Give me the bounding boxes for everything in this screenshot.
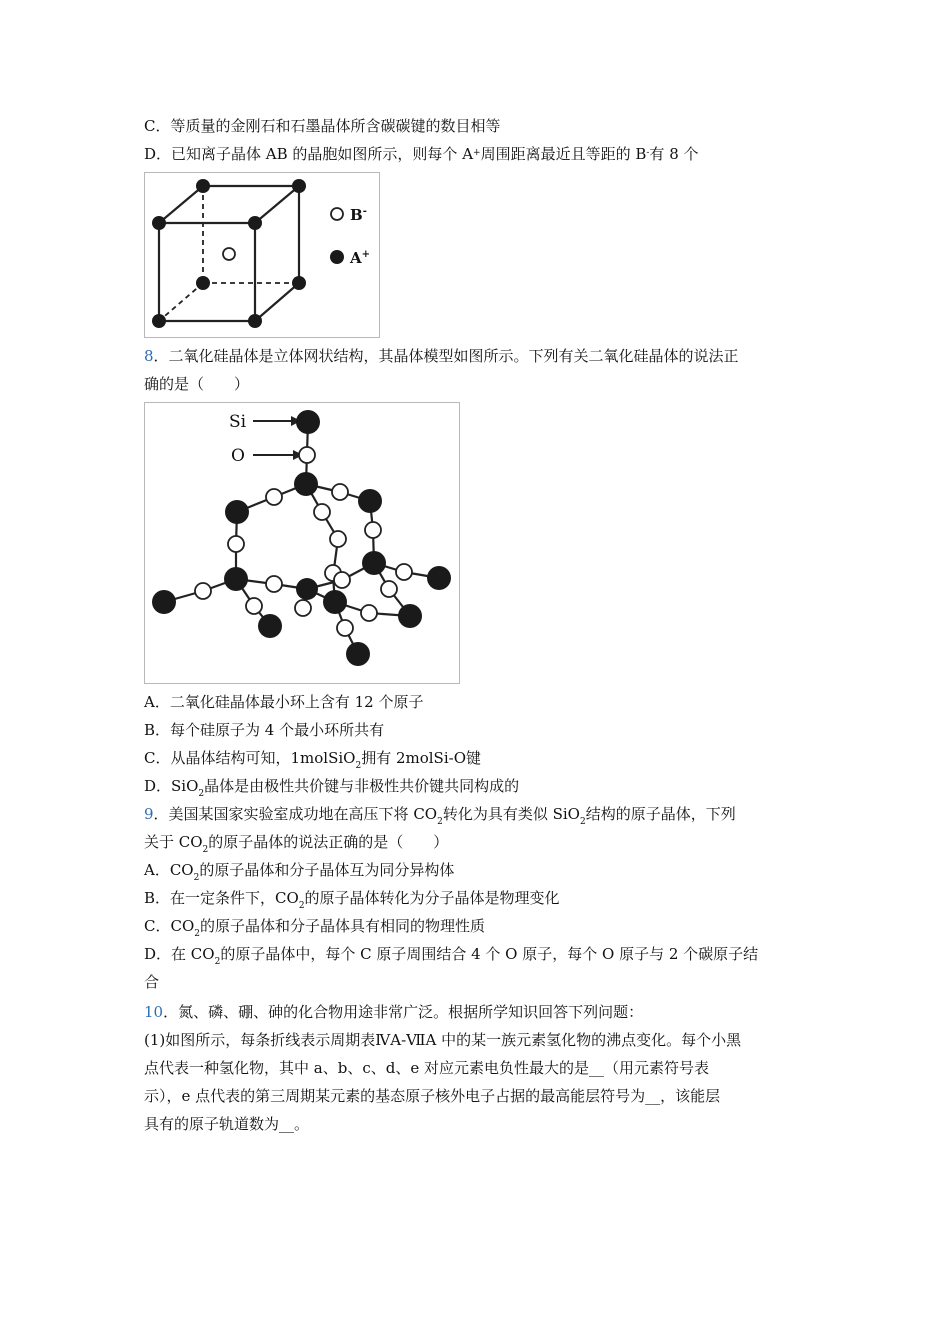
q9-option-b — [144, 888, 560, 911]
q8-option-c — [144, 748, 481, 771]
q8-option-b-text: B．每个硅原子为 4 个最小环所共有 — [144, 721, 385, 739]
q9-stem-text-2: 转化为具有类似 SiO — [442, 805, 580, 823]
legend-b-label: B- — [350, 206, 367, 224]
q10-part1-line-2 — [144, 1058, 709, 1078]
q8-option-c-text-2: 拥有 2molSi-O键 — [361, 749, 481, 767]
a-ion-5 — [196, 179, 210, 193]
q8-option-a-text: A．二氧化硅晶体最小环上含有 12 个原子 — [144, 693, 424, 711]
q9-stem-sub-2: 2 — [579, 817, 586, 827]
q9-number: 9 — [144, 805, 154, 823]
q8-option-d-sub: 2 — [198, 789, 205, 799]
q8-option-b — [144, 720, 384, 740]
q10-part1-line-4 — [144, 1114, 309, 1134]
q9-option-c-sub: 2 — [194, 929, 200, 939]
a-ion-2 — [248, 216, 262, 230]
legend-a-marker — [330, 250, 344, 264]
a-ion-1 — [152, 216, 166, 230]
q10-number: 10 — [144, 1003, 164, 1021]
q9-stem-sub-3: 2 — [202, 845, 209, 855]
q9-option-c-text-1: C．CO — [144, 917, 195, 935]
q7-option-d-text-1: D．已知离子晶体 AB 的晶胞如图所示，则每个 A — [144, 145, 474, 163]
q9-stem-text-4: 关于 CO — [144, 833, 203, 851]
q10-part1-text-1: (1)如图所示，每条折线表示周期表ⅣA-ⅦA 中的某一族元素氢化物的沸点变化。每个小黑 — [144, 1031, 742, 1049]
q8-stem-line-1 — [144, 346, 739, 366]
q7-option-d-text-3: 有 8 个 — [649, 145, 699, 163]
q9-option-b-sub: 2 — [298, 901, 305, 911]
q9-stem-line-2 — [144, 832, 449, 855]
q9-option-d — [144, 944, 759, 967]
q10-part1-text-3: 示），e 点代表的第三周期某元素的基态原子核外电子占据的最高能层符号为__，该能层 — [144, 1087, 721, 1105]
unit-cell-diagram — [145, 173, 379, 337]
q9-stem-sub-1: 2 — [437, 817, 443, 827]
q9-option-b-text-1: B．在一定条件下，CO — [144, 889, 299, 907]
q8-number: 8 — [144, 347, 154, 365]
q7-option-d-text-2: 周围距离最近且等距的 B — [480, 145, 647, 163]
q9-option-d-cont — [144, 972, 159, 992]
q9-option-a — [144, 860, 455, 883]
q9-option-a-text-2: 的原子晶体和分子晶体互为同分异构体 — [199, 861, 455, 879]
q9-option-a-text-1: A．CO — [144, 861, 194, 879]
q10-stem-text: ．氮、磷、硼、砷的化合物用途非常广泛。根据所学知识回答下列问题： — [163, 1003, 644, 1021]
a-ion-6 — [292, 179, 306, 193]
q7-option-c-text: C．等质量的金刚石和石墨晶体所含碳碳键的数目相等 — [144, 117, 501, 135]
q7-option-d-sup-2: - — [646, 148, 650, 158]
b-ion-center — [223, 248, 235, 260]
q7-option-c — [144, 116, 500, 136]
q8-option-a — [144, 692, 423, 712]
q9-option-d-text-2: 的原子晶体中，每个 C 原子周围结合 4 个 O 原子，每个 O 原子与 2 个碳原子结 — [220, 945, 759, 963]
q10-part1-text-4: 具有的原子轨道数为__。 — [144, 1115, 310, 1133]
a-ion-7 — [196, 276, 210, 290]
a-ion-4 — [248, 314, 262, 328]
q8-option-d-text-2: 晶体是由极性共价键与非极性共价键共同构成的 — [204, 777, 520, 795]
q8-stem-text-1: ．二氧化硅晶体是立体网状结构，其晶体模型如图所示。下列有关二氧化硅晶体的说法正 — [153, 347, 739, 365]
sio2-structure-diagram — [145, 403, 459, 683]
q8-stem-line-2 — [144, 374, 249, 394]
q8-option-c-text-1: C．从晶体结构可知，1molSiO — [144, 749, 356, 767]
legend-b-marker — [331, 208, 343, 220]
q8-option-d — [144, 776, 520, 799]
unit-cell-figure — [144, 172, 380, 338]
q9-stem-line-1 — [144, 804, 736, 827]
q8-option-d-text-1: D．SiO — [144, 777, 199, 795]
q10-stem — [144, 1002, 643, 1022]
a-ion-8 — [292, 276, 306, 290]
sio2-structure-figure — [144, 402, 460, 684]
q9-option-a-sub: 2 — [193, 873, 200, 883]
q9-stem-text-1: ．美国某国家实验室成功地在高压下将 CO — [153, 805, 438, 823]
q10-part1-line-3 — [144, 1086, 720, 1106]
q7-option-d — [144, 144, 699, 164]
q9-option-c — [144, 916, 486, 939]
q7-option-d-sup-1: + — [473, 148, 481, 158]
a-ion-3 — [152, 314, 166, 328]
q9-option-d-text-1: D．在 CO — [144, 945, 215, 963]
legend-a-label: A+ — [350, 249, 371, 267]
q10-part1-line-1 — [144, 1030, 741, 1050]
q9-option-c-text-2: 的原子晶体和分子晶体具有相同的物理性质 — [200, 917, 486, 935]
q9-option-d-text-3: 合 — [144, 973, 160, 991]
q8-stem-text-2: 确的是（ ） — [144, 375, 250, 393]
q9-stem-text-3: 结构的原子晶体，下列 — [585, 805, 736, 823]
o-label: O — [231, 446, 245, 466]
si-atom-extra — [296, 578, 318, 600]
si-label: Si — [229, 412, 247, 432]
q10-part1-text-2: 点代表一种氢化物，其中 a、b、c、d、e 对应元素电负性最大的是__（用元素符号表 — [144, 1059, 709, 1077]
q9-option-d-sub: 2 — [214, 957, 221, 967]
q8-option-c-sub: 2 — [355, 761, 362, 771]
q9-option-b-text-2: 的原子晶体转化为分子晶体是物理变化 — [304, 889, 560, 907]
q9-stem-text-5: 的原子晶体的说法正确的是（ ） — [208, 833, 449, 851]
